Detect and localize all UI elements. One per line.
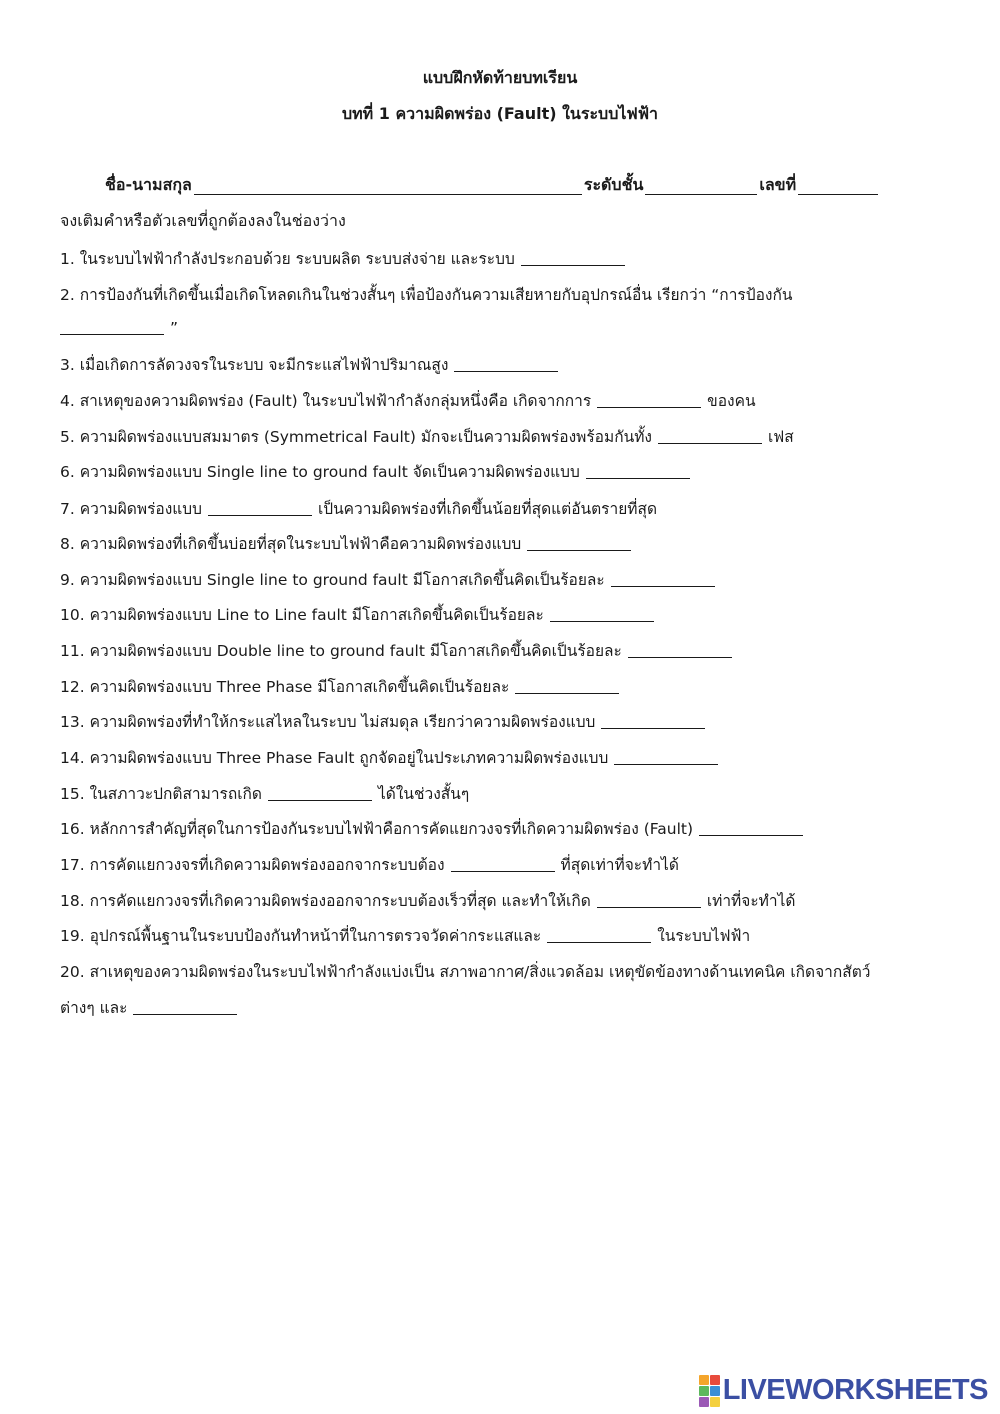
logo-text: LIVEWORKSHEETS [722, 1374, 988, 1406]
number-field[interactable] [798, 175, 878, 195]
question-text-after: ” [170, 319, 179, 337]
answer-blank[interactable] [614, 748, 718, 765]
question-text: 18. การคัดแยกวงจรที่เกิดความผิดพร่องออกจากระบบต้องเร็วที่สุด และทำให้เกิด [60, 892, 591, 910]
answer-blank[interactable] [208, 499, 312, 516]
question-text-after: เท่าที่จะทำได้ [706, 892, 796, 910]
question-item [60, 602, 940, 627]
question-text-after: ได้ในช่วงสั้นๆ [377, 785, 470, 803]
question-text: 10. ความผิดพร่องแบบ Line to Line fault มีโอกาสเกิดขึ้นคิดเป็นร้อยละ [60, 606, 544, 624]
question-text: 5. ความผิดพร่องแบบสมมาตร (Symmetrical Fault) มักจะเป็นความผิดพร่องพร้อมกันทั้ง [60, 428, 652, 446]
question-item [60, 459, 940, 484]
answer-blank[interactable] [597, 391, 701, 408]
question-item [60, 531, 940, 556]
answer-blank[interactable] [628, 641, 732, 658]
question-item [60, 352, 940, 377]
question-item [60, 246, 940, 271]
name-field[interactable] [194, 175, 582, 195]
question-text: 4. สาเหตุของความผิดพร่อง (Fault) ในระบบไฟฟ้ากำลังกลุ่มหนึ่งคือ เกิดจากการ [60, 392, 592, 410]
answer-blank[interactable] [521, 249, 625, 266]
liveworksheets-logo [699, 1374, 988, 1407]
answer-blank[interactable] [611, 570, 715, 587]
answer-blank[interactable] [597, 891, 701, 908]
name-label: ชื่อ-นามสกุล [105, 175, 192, 194]
student-info-row [105, 173, 895, 198]
question-item [60, 959, 940, 984]
answer-blank[interactable] [268, 784, 372, 801]
question-text: 19. อุปกรณ์พื้นฐานในระบบป้องกันทำหน้าที่ในการตรวจวัดค่ากระแสและ [60, 927, 542, 945]
question-item [60, 496, 940, 521]
level-field[interactable] [645, 175, 757, 195]
answer-blank[interactable] [658, 427, 762, 444]
question-text: 11. ความผิดพร่องแบบ Double line to ground fault มีโอกาสเกิดขึ้นคิดเป็นร้อยละ [60, 642, 622, 660]
answer-blank[interactable] [601, 712, 705, 729]
question-text: 6. ความผิดพร่องแบบ Single line to ground fault จัดเป็นความผิดพร่องแบบ [60, 463, 580, 481]
question-text: 14. ความผิดพร่องแบบ Three Phase Fault ถูกจัดอยู่ในประเภทความผิดพร่องแบบ [60, 749, 609, 767]
answer-blank[interactable] [133, 998, 237, 1015]
question-text: 13. ความผิดพร่องที่ทำให้กระแสไหลในระบบ ไม่สมดุล เรียกว่าความผิดพร่องแบบ [60, 713, 596, 731]
answer-blank[interactable] [60, 318, 164, 335]
question-item [60, 709, 940, 734]
answer-blank[interactable] [550, 605, 654, 622]
question-text: ต่างๆ และ [60, 999, 128, 1017]
worksheet-title: แบบฝึกหัดท้ายบทเรียน [422, 68, 578, 87]
question-text-after: ที่สุดเท่าที่จะทำได้ [560, 856, 679, 874]
question-text: 16. หลักการสำคัญที่สุดในการป้องกันระบบไฟฟ้าคือการคัดแยกวงจรที่เกิดความผิดพร่อง (Fault) [60, 820, 694, 838]
question-text: 2. การป้องกันที่เกิดขึ้นเมื่อเกิดโหลดเกินในช่วงสั้นๆ เพื่อป้องกันความเสียหายกับอุปกรณ์อื่น เรียกว่า “การป้องกัน [60, 286, 793, 304]
question-text-after: เฟส [767, 428, 794, 446]
answer-blank[interactable] [547, 926, 651, 943]
answer-blank[interactable] [515, 677, 619, 694]
question-text: 9. ความผิดพร่องแบบ Single line to ground fault มีโอกาสเกิดขึ้นคิดเป็นร้อยละ [60, 571, 605, 589]
question-item [60, 995, 940, 1020]
question-text: 8. ความผิดพร่องที่เกิดขึ้นบ่อยที่สุดในระบบไฟฟ้าคือความผิดพร่องแบบ [60, 535, 522, 553]
question-item [60, 888, 940, 913]
question-item [60, 567, 940, 592]
question-item [60, 424, 940, 449]
question-text-after: ในระบบไฟฟ้า [657, 927, 751, 945]
instruction: จงเติมคำหรือตัวเลขที่ถูกต้องลงในช่องว่าง [60, 211, 346, 230]
question-text: 15. ในสภาวะปกติสามารถเกิด [60, 785, 262, 803]
question-item [60, 923, 940, 948]
question-text: 3. เมื่อเกิดการลัดวงจรในระบบ จะมีกระแสไฟฟ้าปริมาณสูง [60, 356, 449, 374]
answer-blank[interactable] [451, 855, 555, 872]
level-label: ระดับชั้น [583, 175, 644, 194]
answer-blank[interactable] [699, 819, 803, 836]
question-item [60, 781, 940, 806]
question-text: 7. ความผิดพร่องแบบ [60, 500, 202, 518]
question-item [60, 816, 940, 841]
question-2-line-1 [60, 282, 940, 307]
question-item [60, 388, 940, 413]
question-text: 1. ในระบบไฟฟ้ากำลังประกอบด้วย ระบบผลิต ระบบส่งจ่าย และระบบ [60, 250, 515, 268]
question-text-after: ของคน [707, 392, 756, 410]
logo-cubes-icon [699, 1375, 720, 1407]
question-item [60, 852, 940, 877]
number-label: เลขที่ [759, 175, 797, 194]
question-text: 12. ความผิดพร่องแบบ Three Phase มีโอกาสเกิดขึ้นคิดเป็นร้อยละ [60, 678, 510, 696]
question-item [60, 674, 940, 699]
answer-blank[interactable] [586, 462, 690, 479]
worksheet-subtitle: บทที่ 1 ความผิดพร่อง (Fault) ในระบบไฟฟ้า [341, 104, 659, 123]
question-text: 20. สาเหตุของความผิดพร่องในระบบไฟฟ้ากำลังแบ่งเป็น สภาพอากาศ/สิ่งแวดล้อม เหตุขัดข้องทางด้านเทคนิค เกิดจากสัตว์ [60, 963, 871, 981]
answer-blank[interactable] [454, 355, 558, 372]
question-item [60, 745, 940, 770]
question-2-line-2 [60, 318, 940, 337]
question-text: 17. การคัดแยกวงจรที่เกิดความผิดพร่องออกจากระบบต้อง [60, 856, 445, 874]
question-text-after: เป็นความผิดพร่องที่เกิดขึ้นน้อยที่สุดแต่อันตรายที่สุด [317, 500, 658, 518]
answer-blank[interactable] [527, 534, 631, 551]
question-item [60, 638, 940, 663]
